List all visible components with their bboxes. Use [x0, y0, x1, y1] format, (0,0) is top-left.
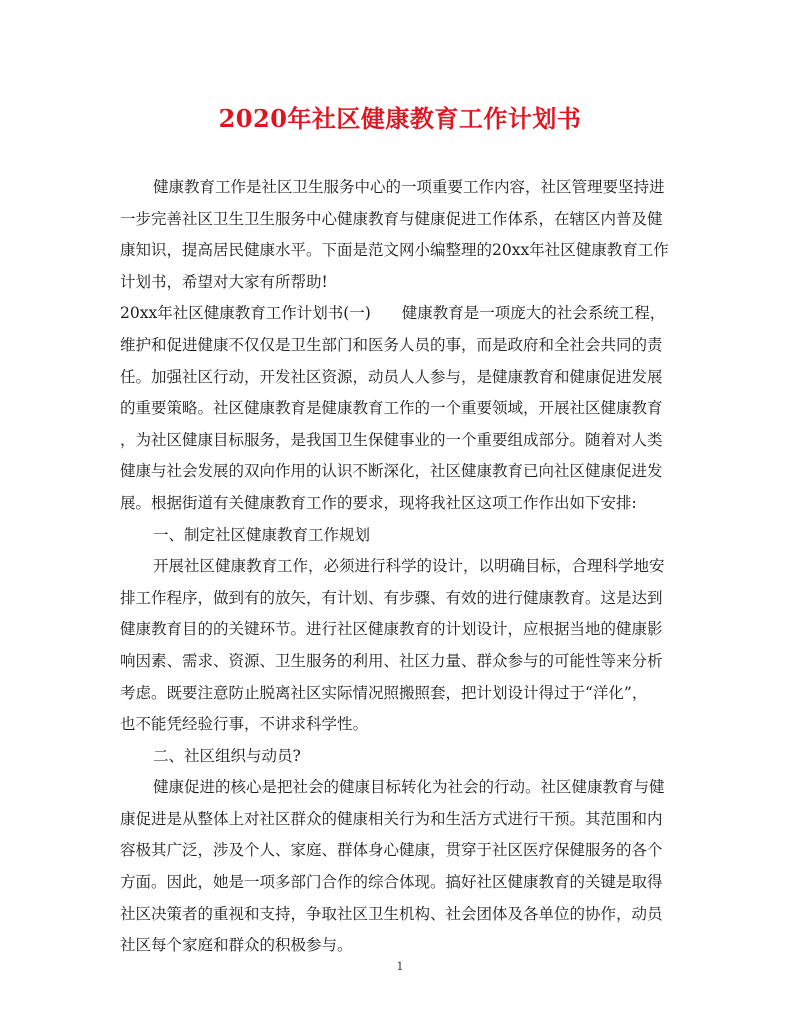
paragraph-line: 20xx年社区健康教育工作计划书(一) 健康教育是一项庞大的社会系统工程，: [120, 304, 666, 323]
paragraph-line: 任。加强社区行动，开发社区资源，动员人人参与，是健康教育和健康促进发展: [120, 367, 663, 386]
paragraph-line: 排工作程序，做到有的放矢，有计划、有步骤、有效的进行健康教育。这是达到: [120, 588, 663, 607]
paragraph-line: 容极其广泛，涉及个人、家庭、群体身心健康，贯穿于社区医疗保健服务的各个: [120, 841, 663, 860]
paragraph-line: 康促进是从整体上对社区群众的健康相关行为和生活方式进行干预。其范围和内: [120, 809, 663, 828]
document-body: [120, 172, 682, 962]
paragraph-line: 开展社区健康教育工作，必须进行科学的设计，以明确目标，合理科学地安: [153, 557, 665, 576]
paragraph-line: 健康教育工作是社区卫生服务中心的一项重要工作内容，社区管理要坚持进: [153, 178, 665, 196]
paragraph-line: 展。根据街道有关健康教育工作的要求，现将我社区这项工作作出如下安排:: [120, 493, 637, 512]
paragraph-line: 计划书，希望对大家有所帮助!: [120, 272, 328, 291]
section-heading: 一、制定社区健康教育工作规划: [153, 525, 371, 544]
paragraph-line: 社区决策者的重视和支持，争取社区卫生机构、社会团体及各单位的协作，动员: [120, 904, 663, 923]
section-heading: 二、社区组织与动员?: [153, 746, 301, 765]
paragraph-line: 考虑。既要注意防止脱离社区实际情况照搬照套，把计划设计得过于“洋化”，: [120, 683, 648, 702]
paragraph-line: 健康教育目的的关键环节。进行社区健康教育的计划设计，应根据当地的健康影: [120, 620, 663, 639]
paragraph-line: 方面。因此，她是一项多部门合作的综合体现。搞好社区健康教育的关键是取得: [120, 873, 663, 892]
paragraph-line: 社区每个家庭和群众的积极参与。: [120, 936, 353, 955]
paragraph-line: 的重要策略。社区健康教育是健康教育工作的一个重要领域，开展社区健康教育: [120, 399, 663, 418]
paragraph-line: 维护和促进健康不仅仅是卫生部门和医务人员的事，而是政府和全社会共同的责: [120, 335, 663, 354]
paragraph-line: 健康促进的核心是把社会的健康目标转化为社会的行动。社区健康教育与健: [153, 778, 665, 797]
document-title: 2020年社区健康教育工作计划书: [218, 104, 582, 133]
paragraph-line: 健康与社会发展的双向作用的认识不断深化，社区健康教育已向社区健康促进发: [120, 462, 663, 481]
paragraph-line: 也不能凭经验行事，不讲求科学性。: [120, 715, 369, 734]
paragraph-line: 响因素、需求、资源、卫生服务的利用、社区力量、群众参与的可能性等来分析: [120, 651, 663, 670]
paragraph-line: 一步完善社区卫生卫生服务中心健康教育与健康促进工作体系，在辖区内普及健: [120, 209, 663, 228]
paragraph-line: ，为社区健康目标服务，是我国卫生保健事业的一个重要组成部分。随着对人类: [120, 430, 663, 449]
page-number: 1: [396, 960, 404, 973]
paragraph-line: 康知识，提高居民健康水平。下面是范文网小编整理的20xx年社区健康教育工作: [120, 241, 669, 260]
